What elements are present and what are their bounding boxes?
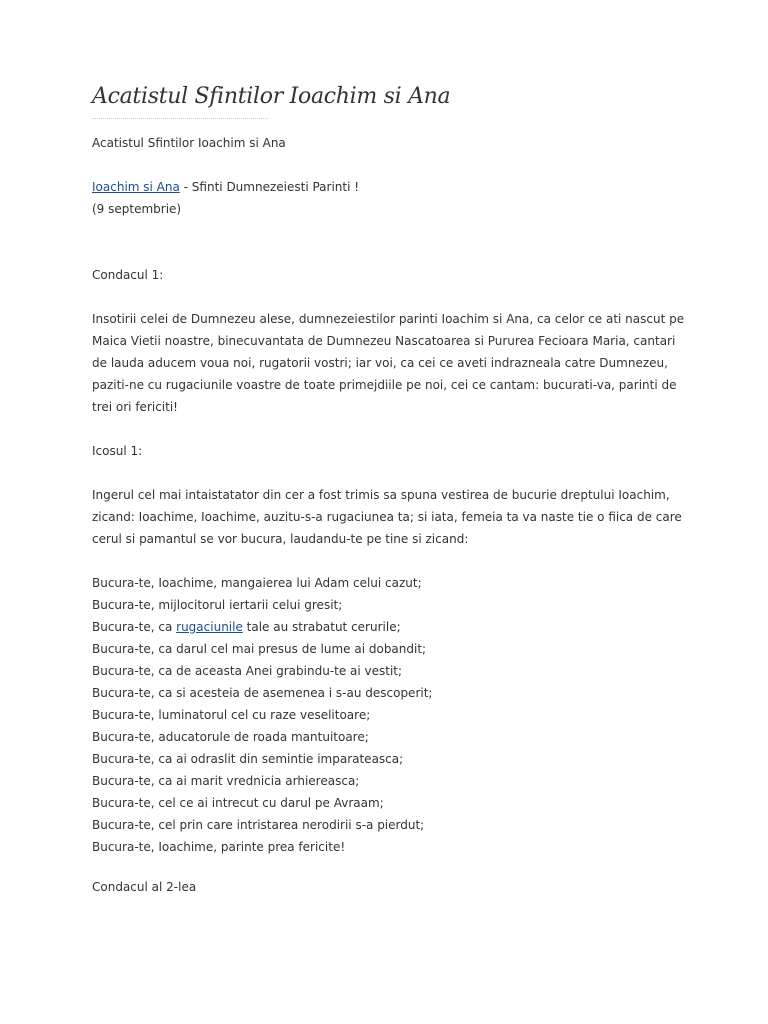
title-divider: [92, 118, 268, 120]
condac1-paragraph: [92, 308, 685, 418]
list-item: Bucura-te, cel ce ai intrecut cu darul pe Avraam;: [92, 796, 384, 810]
paragraph-line: trei ori fericiti!: [92, 400, 178, 414]
list-item-before: Bucura-te, ca: [92, 620, 177, 634]
list-item: Bucura-te, ca si acesteia de asemenea i s-au descoperit;: [92, 686, 433, 700]
list-item: Bucura-te, luminatorul cel cu raze veselitoare;: [92, 708, 371, 722]
list-item: Bucura-te, ca de aceasta Anei grabindu-te ai vestit;: [92, 664, 403, 678]
list-item: Bucura-te, ca ai odraslit din semintie imparateasca;: [92, 752, 404, 766]
list-item: [92, 616, 682, 638]
icos1-heading: Icosul 1:: [92, 444, 143, 458]
paragraph-line: Ingerul cel mai intaistatator din cer a fost trimis sa spuna vestirea de bucurie dreptului Ioachim,: [92, 488, 670, 502]
document-title: Acatistul Sfintilor Ioachim si Ana: [92, 84, 451, 109]
condac2-heading: Condacul al 2-lea: [92, 880, 197, 894]
paragraph-line: paziti-ne cu rugaciunile voastre de toate primejdiile pe noi, cei ce cantam: bucurati-va, parinti de: [92, 378, 677, 392]
condac1-heading: Condacul 1:: [92, 268, 164, 282]
paragraph-line: de lauda aducem voua noi, rugatorii vostri; iar voi, ca cei ce aveti indrazneala catre Dumnezeu,: [92, 356, 668, 370]
intro-block: [92, 176, 682, 220]
paragraph-line: Insotirii celei de Dumnezeu alese, dumnezeiestilor parinti Ioachim si Ana, ca celor ce ati nascut pe: [92, 312, 685, 326]
intro-line: [92, 176, 682, 198]
rugaciunile-link[interactable]: rugaciunile: [176, 620, 243, 634]
intro-rest-text: - Sfinti Dumnezeiesti Parinti !: [179, 180, 360, 194]
paragraph-line: Maica Vietii noastre, binecuvantata de Dumnezeu Nascatoarea si Pururea Fecioara Maria, cantari: [92, 334, 676, 348]
feast-date: (9 septembrie): [92, 202, 182, 216]
list-item: Bucura-te, ca darul cel mai presus de lume ai dobandit;: [92, 642, 427, 656]
paragraph-line: zicand: Ioachime, Ioachime, auzitu-s-a rugaciunea ta; si iata, femeia ta va naste tie o fiica de care: [92, 510, 682, 524]
document-subtitle: Acatistul Sfintilor Ioachim si Ana: [92, 136, 286, 150]
list-item: Bucura-te, ca ai marit vrednicia arhiereasca;: [92, 774, 360, 788]
list-item: Bucura-te, Ioachime, mangaierea lui Adam celui cazut;: [92, 576, 422, 590]
ioachim-ana-link[interactable]: Ioachim si Ana: [92, 180, 180, 194]
bucura-list: [92, 572, 682, 858]
list-item: Bucura-te, cel prin care intristarea nerodirii s-a pierdut;: [92, 818, 425, 832]
list-item: Bucura-te, aducatorule de roada mantuitoare;: [92, 730, 369, 744]
list-item: Bucura-te, mijlocitorul iertarii celui gresit;: [92, 598, 343, 612]
paragraph-line: cerul si pamantul se vor bucura, laudandu-te pe tine si zicand:: [92, 532, 469, 546]
icos1-paragraph: [92, 484, 682, 550]
list-item: Bucura-te, Ioachime, parinte prea fericite!: [92, 840, 346, 854]
list-item-after: tale au strabatut cerurile;: [242, 620, 401, 634]
